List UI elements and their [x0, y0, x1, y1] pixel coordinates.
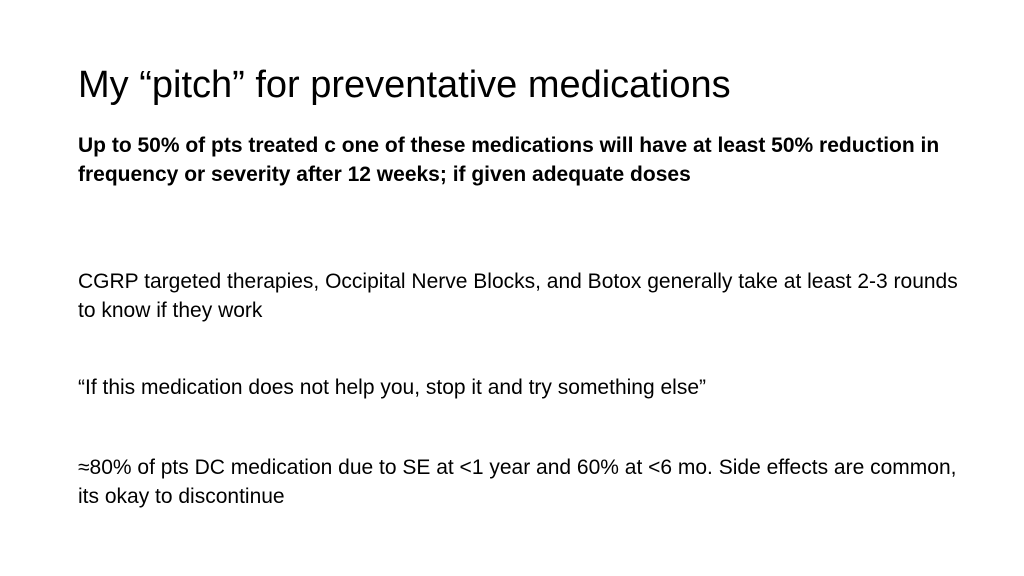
- paragraph-quote: “If this medication does not help you, stop it and try something else”: [78, 376, 707, 399]
- paragraph-side-effects: ≈80% of pts DC medication due to SE at <1 year and 60% at <6 mo. Side effects are common, its okay to discontinue: [78, 456, 957, 508]
- slide-title: My “pitch” for preventative medications: [78, 64, 731, 106]
- paragraph-efficacy: Up to 50% of pts treated c one of these medications will have at least 50% reduction in frequency or severity after 12 weeks; if given adequate doses: [78, 134, 940, 186]
- paragraph-rounds: CGRP targeted therapies, Occipital Nerve Blocks, and Botox generally take at least 2-3 rounds to know if they work: [78, 270, 958, 322]
